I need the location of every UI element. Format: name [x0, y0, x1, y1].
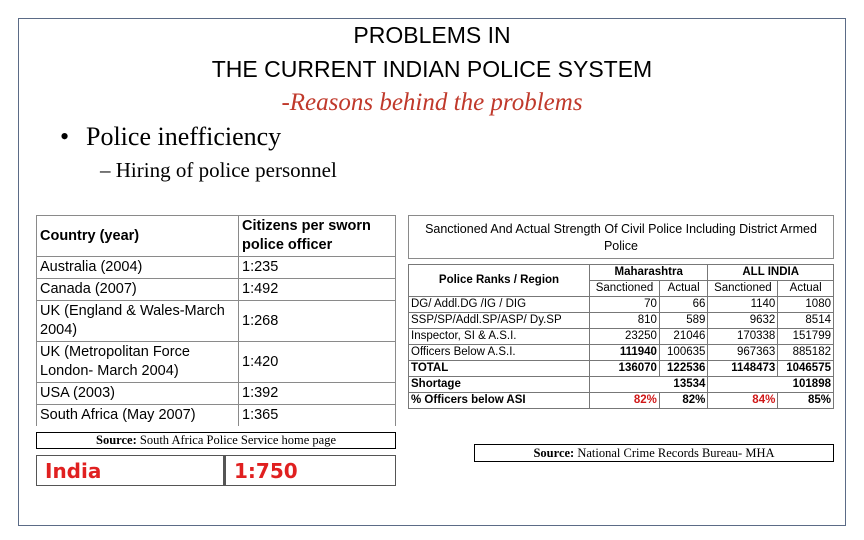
source-text: National Crime Records Bureau- MHA: [577, 446, 775, 460]
page-title-line2: THE CURRENT INDIAN POLICE SYSTEM: [211, 56, 653, 82]
table-row: [37, 383, 396, 405]
table-cell: 111940: [590, 345, 660, 361]
table-cell: 21046: [659, 329, 707, 345]
table-cell: 70: [590, 297, 660, 313]
india-ratio-row: [36, 455, 396, 486]
table-cell: % Officers below ASI: [409, 393, 590, 409]
table-cell: 100635: [659, 345, 707, 361]
table-cell: Officers Below A.S.I.: [409, 345, 590, 361]
table-cell: 82%: [590, 393, 660, 409]
table-cell: Shortage: [409, 377, 590, 393]
table-row: [37, 279, 396, 301]
bullet-item: [60, 122, 281, 152]
table-cell: USA (2003): [37, 383, 239, 405]
table-cell: 1:420: [239, 342, 396, 383]
table-cell: 810: [590, 313, 660, 329]
table-cell: 1:235: [239, 257, 396, 279]
table-cell: 967363: [708, 345, 778, 361]
citizens-per-officer-table: [36, 215, 396, 426]
india-country-cell: India: [37, 456, 226, 485]
table-header-cell: Maharashtra: [590, 265, 708, 281]
table-row: [409, 377, 834, 393]
table-row: [409, 329, 834, 345]
strength-table-heading: Sanctioned And Actual Strength Of Civil Police Including District Armed Police: [408, 215, 834, 259]
subtitle: -Reasons behind the problems: [281, 89, 583, 116]
table-cell: South Africa (May 2007): [37, 405, 239, 427]
table-cell: Australia (2004): [37, 257, 239, 279]
table-row: [37, 342, 396, 383]
table-cell: 9632: [708, 313, 778, 329]
table-cell: SSP/SP/Addl.SP/ASP/ Dy.SP: [409, 313, 590, 329]
table-header-cell: Actual: [778, 281, 834, 297]
source-text: South Africa Police Service home page: [139, 433, 336, 447]
table-cell: UK (England & Wales-March 2004): [37, 301, 239, 342]
bullet-text: Police inefficiency: [86, 122, 282, 151]
table-row: [37, 301, 396, 342]
table-header-cell: Actual: [659, 281, 707, 297]
table-cell: 122536: [659, 361, 707, 377]
page-title-line1: PROBLEMS IN: [353, 22, 511, 48]
table-header-cell: Sanctioned: [590, 281, 660, 297]
table-cell: 885182: [778, 345, 834, 361]
table-cell: 589: [659, 313, 707, 329]
table-row: [37, 257, 396, 279]
table-row: [409, 393, 834, 409]
table-cell: Inspector, SI & A.S.I.: [409, 329, 590, 345]
table-cell: DG/ Addl.DG /IG / DIG: [409, 297, 590, 313]
table-cell: 1148473: [708, 361, 778, 377]
table-cell: 1:365: [239, 405, 396, 427]
table-cell: 66: [659, 297, 707, 313]
table-cell: Canada (2007): [37, 279, 239, 301]
table-cell: UK (Metropolitan Force London- March 2004): [37, 342, 239, 383]
table-cell: 85%: [778, 393, 834, 409]
table-cell: 82%: [659, 393, 707, 409]
table-cell: 1:268: [239, 301, 396, 342]
sub-bullet-item: – Hiring of police personnel: [100, 158, 337, 182]
table-cell: 1046575: [778, 361, 834, 377]
table-cell: 1080: [778, 297, 834, 313]
table-cell: TOTAL: [409, 361, 590, 377]
table-cell: 1140: [708, 297, 778, 313]
table-cell: 170338: [708, 329, 778, 345]
table-header-row: [37, 216, 396, 257]
table-cell: 151799: [778, 329, 834, 345]
table-cell: 136070: [590, 361, 660, 377]
table-cell: 23250: [590, 329, 660, 345]
table-header-cell: Citizens per sworn police officer: [239, 216, 396, 257]
table-header-cell: Country (year): [37, 216, 239, 257]
table-header-cell: ALL INDIA: [708, 265, 834, 281]
right-source-caption: [474, 444, 834, 462]
left-source-caption: [36, 432, 396, 449]
source-label: Source:: [533, 446, 575, 460]
table-cell: 8514: [778, 313, 834, 329]
table-cell: 1:492: [239, 279, 396, 301]
table-cell: 84%: [708, 393, 778, 409]
table-cell: 101898: [708, 377, 834, 393]
table-row: [409, 345, 834, 361]
table-cell: 1:392: [239, 383, 396, 405]
table-header-row: [409, 265, 834, 281]
police-strength-table: [408, 264, 834, 409]
table-header-cell: Sanctioned: [708, 281, 778, 297]
table-row: [409, 361, 834, 377]
table-row: [409, 313, 834, 329]
table-cell: 13534: [590, 377, 708, 393]
table-header-cell: Police Ranks / Region: [409, 265, 590, 297]
india-ratio-cell: 1:750: [234, 458, 298, 483]
table-row: [409, 297, 834, 313]
source-label: Source:: [96, 433, 137, 447]
table-row: [37, 405, 396, 427]
bullet-dot-icon: •: [60, 122, 70, 151]
